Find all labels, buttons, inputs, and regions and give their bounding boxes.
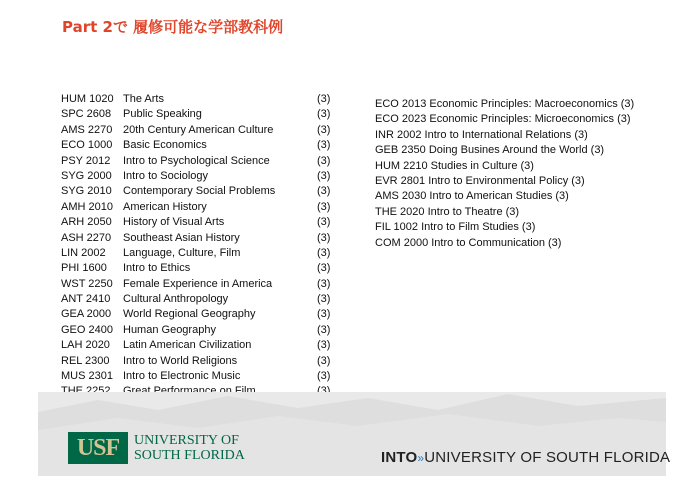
course-credits: (3) <box>317 93 331 105</box>
course-row <box>61 92 351 107</box>
course-name: Intro to Sociology <box>123 169 208 182</box>
course-row <box>61 215 351 230</box>
course-row <box>61 123 351 138</box>
into-word: INTO <box>381 449 418 466</box>
course-credits: (3) <box>317 216 331 229</box>
course-credits: (3) <box>317 154 331 167</box>
course-code: GEO 2400 <box>61 323 113 336</box>
course-row: COM 2000 Intro to Communication (3) <box>375 236 562 249</box>
course-row <box>61 307 351 322</box>
course-credits: (3) <box>317 308 331 321</box>
course-name: Intro to Psychological Science <box>123 154 270 167</box>
course-name: Southeast Asian History <box>123 231 240 244</box>
course-row <box>61 277 351 292</box>
course-row: GEB 2350 Doing Busines Around the World (3) <box>375 144 605 157</box>
course-credits: (3) <box>317 185 331 198</box>
usf-wordmark <box>134 433 245 463</box>
course-credits: (3) <box>317 246 331 259</box>
course-code: PSY 2012 <box>61 154 111 167</box>
course-name: Latin American Civilization <box>123 339 252 352</box>
course-code: SYG 2010 <box>61 185 112 198</box>
course-credits: (3) <box>317 169 331 182</box>
right-course-list <box>375 97 665 251</box>
course-code: ARH 2050 <box>61 216 112 229</box>
course-row <box>61 292 351 307</box>
course-name: Language, Culture, Film <box>123 246 241 259</box>
course-row <box>61 354 351 369</box>
usf-line2: SOUTH FLORIDA <box>134 448 245 463</box>
course-credits: (3) <box>317 370 331 383</box>
course-code: REL 2300 <box>61 354 110 367</box>
course-row <box>61 231 351 246</box>
usf-logo <box>68 431 245 465</box>
course-credits: (3) <box>317 108 331 121</box>
course-name: American History <box>123 200 207 213</box>
course-name: Intro to Electronic Music <box>123 370 241 383</box>
course-credits: (3) <box>317 339 331 352</box>
course-credits: (3) <box>317 277 331 290</box>
course-row <box>61 200 351 215</box>
course-row <box>61 184 351 199</box>
left-course-list <box>61 92 351 400</box>
course-row: HUM 2210 Studies in Culture (3) <box>375 159 534 172</box>
course-row <box>61 323 351 338</box>
course-code: AMH 2010 <box>61 200 113 213</box>
course-code: SYG 2000 <box>61 169 112 182</box>
course-row: ECO 2013 Economic Principles: Macroeconomics (3) <box>375 98 635 110</box>
course-credits: (3) <box>317 354 331 367</box>
course-code: WST 2250 <box>61 277 113 290</box>
course-code: PHI 1600 <box>61 262 107 275</box>
course-code: LIN 2002 <box>61 246 106 259</box>
course-row <box>61 107 351 122</box>
course-row: FIL 1002 Intro to Film Studies (3) <box>375 221 536 234</box>
course-code: ANT 2410 <box>61 293 111 306</box>
usf-line1: UNIVERSITY OF <box>134 433 239 448</box>
course-name: History of Visual Arts <box>123 216 225 229</box>
course-name: Public Speaking <box>123 108 202 121</box>
course-row <box>61 154 351 169</box>
course-row: AMS 2030 Intro to American Studies (3) <box>375 190 569 203</box>
course-credits: (3) <box>317 200 331 213</box>
course-credits: (3) <box>317 323 331 336</box>
course-credits: (3) <box>317 231 331 244</box>
course-name: Human Geography <box>123 323 216 336</box>
course-code: HUM 1020 <box>61 93 114 105</box>
course-credits: (3) <box>317 262 331 275</box>
course-name: Basic Economics <box>123 139 207 152</box>
course-code: SPC 2608 <box>61 108 112 121</box>
into-usf-logo <box>381 449 670 466</box>
course-code: LAH 2020 <box>61 339 110 352</box>
course-name: World Regional Geography <box>123 308 256 321</box>
slide-title: Part 2で 履修可能な学部教科例 <box>62 18 284 36</box>
into-rest: UNIVERSITY OF SOUTH FLORIDA <box>424 449 671 466</box>
course-code: AMS 2270 <box>61 123 113 136</box>
course-name: Cultural Anthropology <box>123 293 229 306</box>
course-name: Contemporary Social Problems <box>123 185 276 198</box>
course-code: GEA 2000 <box>61 308 112 321</box>
course-row <box>61 246 351 261</box>
course-credits: (3) <box>317 293 331 306</box>
course-row: INR 2002 Intro to International Relations (3) <box>375 128 588 141</box>
course-row <box>61 138 351 153</box>
double-chevron-icon: » <box>417 451 425 465</box>
course-code: ECO 1000 <box>61 139 113 152</box>
course-code: ASH 2270 <box>61 231 112 244</box>
course-name: 20th Century American Culture <box>123 123 274 136</box>
course-name: Female Experience in America <box>123 277 273 290</box>
course-row <box>61 169 351 184</box>
course-credits: (3) <box>317 139 331 152</box>
course-code: MUS 2301 <box>61 370 113 383</box>
course-row <box>61 338 351 353</box>
course-row: EVR 2801 Intro to Environmental Policy (3) <box>375 174 585 187</box>
usf-mark: USF <box>68 432 128 464</box>
course-name: Intro to World Religions <box>123 354 238 367</box>
course-credits: (3) <box>317 123 331 136</box>
course-name: Intro to Ethics <box>123 262 191 275</box>
course-row <box>61 261 351 276</box>
course-name: The Arts <box>123 93 164 105</box>
course-row: THE 2020 Intro to Theatre (3) <box>375 205 520 218</box>
course-row: ECO 2023 Economic Principles: Microeconomics (3) <box>375 113 631 126</box>
course-row <box>61 369 351 384</box>
